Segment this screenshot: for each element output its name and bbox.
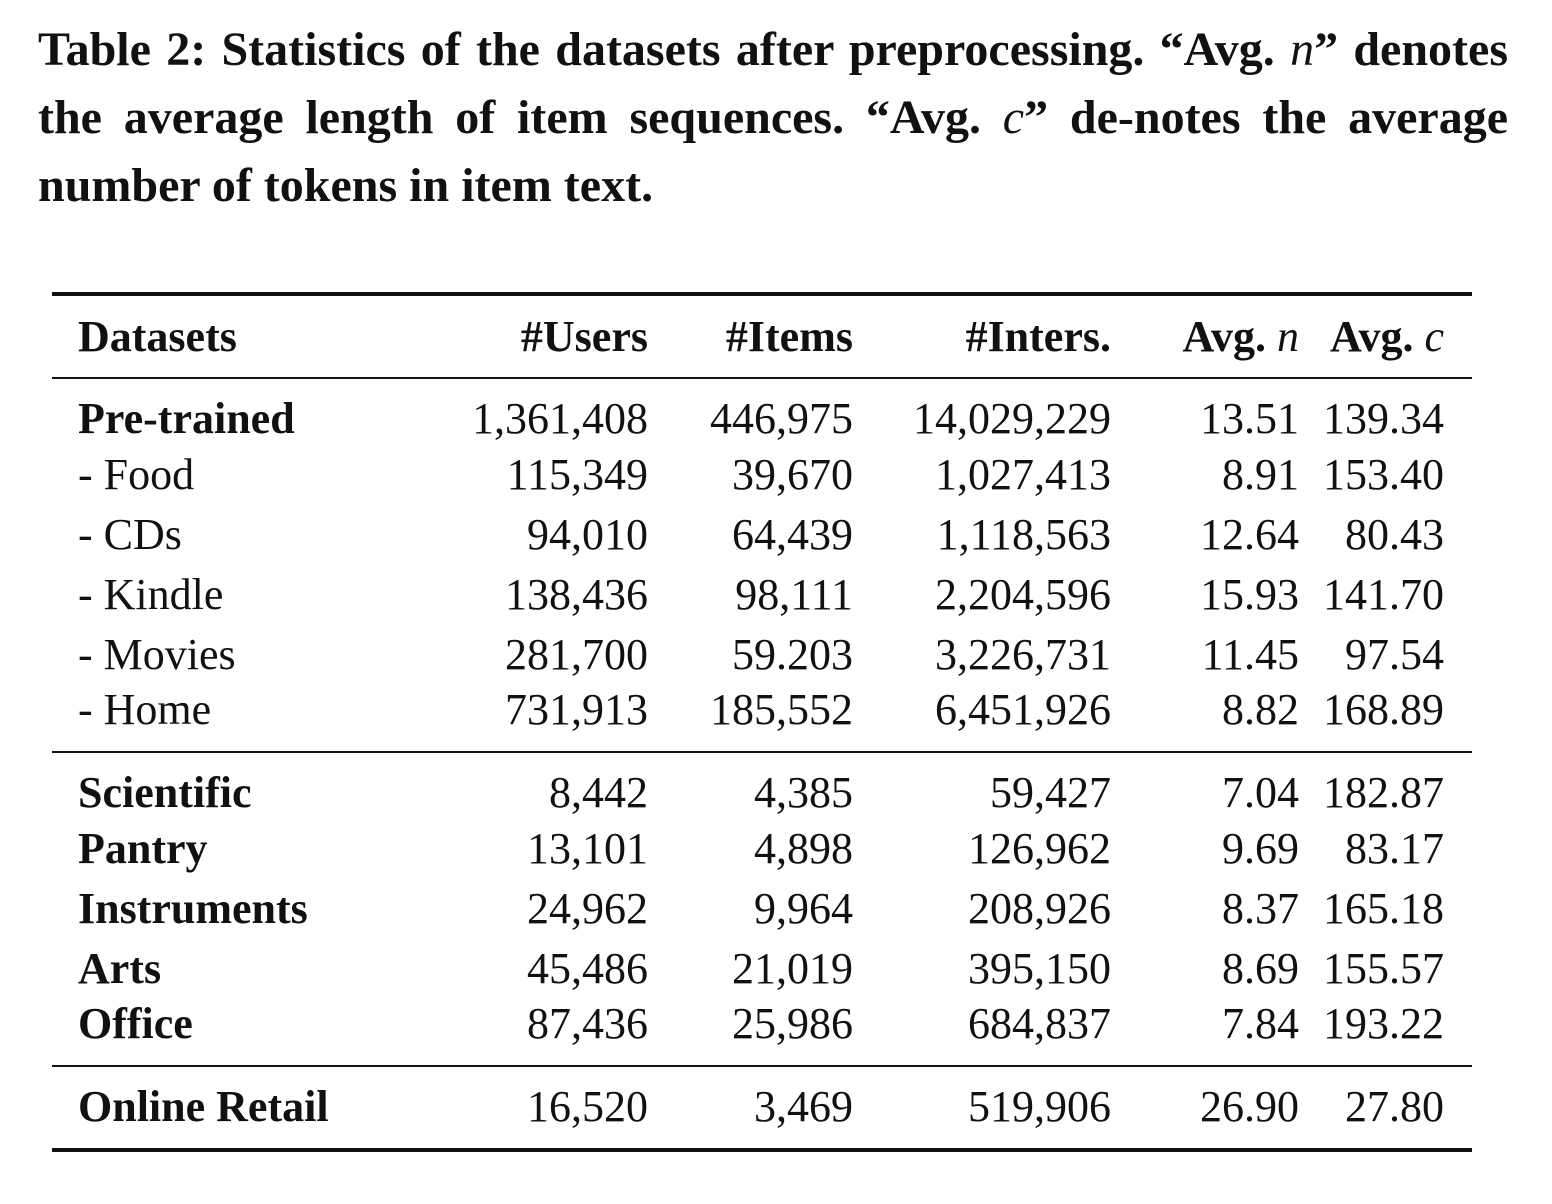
header-avg-n: [1111, 294, 1299, 378]
header-avg-n-var: n: [1277, 312, 1299, 361]
cell-avg-c: 139.34: [1323, 394, 1444, 443]
cell-inters: 208,926: [968, 883, 1111, 933]
cell-users: 94,010: [527, 509, 648, 559]
cell-inters: 1,118,563: [936, 509, 1111, 559]
cell-avg-n: 7.04: [1222, 768, 1299, 817]
cell-avg-n: 7.84: [1111, 998, 1299, 1066]
cell-inters: 684,837: [853, 998, 1111, 1066]
cell-items: 39,670: [732, 449, 853, 499]
cell-users: 138,436: [505, 569, 648, 619]
header-avg-n-prefix: Avg.: [1182, 312, 1266, 361]
cell-avg-n: 9.69: [1222, 823, 1299, 873]
caption-part-2: ” denotes the average length of item sequences. “Avg.: [38, 23, 1508, 144]
cell-avg-c: 153.40: [1323, 449, 1444, 499]
table-row: [52, 938, 1472, 998]
header-users: #Users: [418, 294, 648, 378]
row-name: Pantry: [78, 823, 208, 873]
table-row: [52, 1066, 1472, 1150]
caption-part-3: ” de-notes the average number of tokens in item text.: [38, 91, 1509, 212]
row-name: - Home: [52, 684, 418, 752]
statistics-table: [52, 292, 1472, 1152]
table-row: [52, 818, 1472, 878]
cell-items: 4,898: [754, 823, 853, 873]
cell-avg-n: 26.90: [1111, 1066, 1299, 1150]
cell-avg-c: 165.18: [1323, 883, 1444, 933]
cell-items: 185,552: [648, 684, 853, 752]
table-row: [52, 752, 1472, 818]
cell-users: 87,436: [418, 998, 648, 1066]
cell-users: 281,700: [505, 629, 648, 679]
cell-inters: 3,226,731: [935, 629, 1111, 679]
cell-avg-n: 8.69: [1222, 943, 1299, 993]
cell-users: 45,486: [527, 943, 648, 993]
cell-users: 16,520: [418, 1066, 648, 1150]
cell-avg-c: 155.57: [1323, 943, 1444, 993]
cell-avg-n: 12.64: [1200, 509, 1299, 559]
row-name: Online Retail: [52, 1066, 418, 1150]
cell-avg-n: 15.93: [1200, 569, 1299, 619]
row-name: - CDs: [78, 509, 182, 559]
cell-avg-c: 83.17: [1345, 823, 1444, 873]
header-row: [52, 294, 1472, 378]
row-name: - Kindle: [78, 569, 224, 619]
cell-items: 3,469: [648, 1066, 853, 1150]
table-row: [52, 684, 1472, 752]
row-name: Pre-trained: [78, 394, 295, 443]
cell-inters: 59,427: [990, 768, 1111, 817]
header-avg-c-prefix: Avg.: [1329, 312, 1414, 361]
table-caption: [38, 16, 1508, 220]
cell-avg-c: 182.87: [1323, 768, 1444, 817]
row-name: Office: [52, 998, 418, 1066]
cell-items: 64,439: [732, 509, 853, 559]
header-avg-c-var: c: [1424, 312, 1444, 361]
cell-avg-c: 97.54: [1345, 629, 1444, 679]
cell-avg-n: 11.45: [1201, 629, 1299, 679]
cell-avg-n: 8.82: [1111, 684, 1299, 752]
cell-users: 1,361,408: [472, 394, 648, 443]
cell-items: 98,111: [735, 569, 853, 619]
header-inters: #Inters.: [853, 294, 1111, 378]
row-name: Arts: [78, 943, 162, 993]
caption-n-variable: n: [1290, 23, 1315, 76]
cell-avg-n: 8.91: [1222, 449, 1299, 499]
caption-c-variable: c: [1002, 91, 1025, 144]
cell-inters: 2,204,596: [935, 569, 1111, 619]
header-avg-c: [1299, 294, 1472, 378]
table-row: [52, 564, 1472, 624]
cell-items: 25,986: [648, 998, 853, 1066]
cell-avg-c: 168.89: [1299, 684, 1472, 752]
cell-avg-c: 193.22: [1299, 998, 1472, 1066]
table-row: [52, 998, 1472, 1066]
header-datasets: Datasets: [52, 294, 418, 378]
row-name: - Movies: [78, 629, 236, 679]
cell-users: 8,442: [549, 768, 648, 817]
cell-inters: 395,150: [968, 943, 1111, 993]
cell-avg-n: 8.37: [1222, 883, 1299, 933]
caption-part-1: Table 2: Statistics of the datasets after preprocessing. “Avg.: [38, 23, 1275, 76]
header-items: #Items: [648, 294, 853, 378]
cell-users: 115,349: [506, 449, 648, 499]
cell-inters: 6,451,926: [853, 684, 1111, 752]
cell-users: 731,913: [418, 684, 648, 752]
table-row: [52, 624, 1472, 684]
cell-items: 59.203: [732, 629, 853, 679]
cell-avg-c: 80.43: [1345, 509, 1444, 559]
cell-items: 4,385: [754, 768, 853, 817]
cell-users: 24,962: [527, 883, 648, 933]
cell-inters: 126,962: [968, 823, 1111, 873]
table-row: [52, 378, 1472, 444]
cell-items: 446,975: [710, 394, 853, 443]
cell-inters: 519,906: [853, 1066, 1111, 1150]
cell-inters: 14,029,229: [913, 394, 1111, 443]
cell-items: 21,019: [732, 943, 853, 993]
row-name: Instruments: [78, 883, 308, 933]
cell-avg-c: 141.70: [1323, 569, 1444, 619]
row-name: - Food: [78, 449, 195, 499]
row-name: Scientific: [78, 768, 252, 817]
cell-inters: 1,027,413: [935, 449, 1111, 499]
table-row: [52, 878, 1472, 938]
cell-avg-c: 27.80: [1299, 1066, 1472, 1150]
cell-users: 13,101: [527, 823, 648, 873]
cell-avg-n: 13.51: [1200, 394, 1299, 443]
table-row: [52, 504, 1472, 564]
table-row: [52, 444, 1472, 504]
cell-items: 9,964: [754, 883, 853, 933]
